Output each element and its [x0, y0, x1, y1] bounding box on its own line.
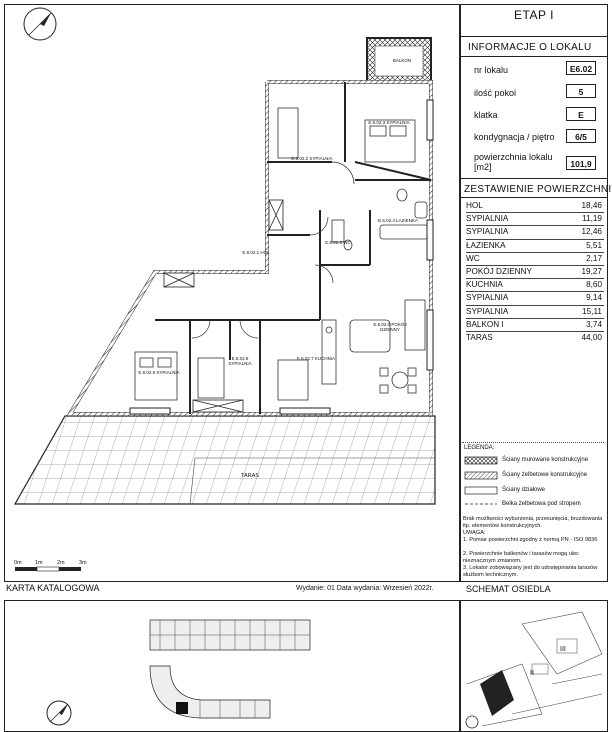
note-text: 3. Lokator zobowiązany jest do udostępniania tarasów służbom technicznym. — [463, 565, 598, 578]
summary-row — [466, 279, 604, 292]
room-name: POKÓJ DZIENNY — [466, 267, 532, 276]
info-label: kondygnacja / piętro — [474, 132, 555, 142]
scale-bar — [14, 566, 104, 574]
scale-label: 3m — [79, 560, 87, 566]
site-scheme-title: SCHEMAT OSIEDLA — [466, 584, 551, 594]
room-label: E.6.02.2 SYPIALNIA — [291, 156, 333, 161]
room-label: E.6.02.5 WC — [325, 240, 351, 245]
legend-swatches — [464, 455, 500, 515]
room-name: SYPIALNIA — [466, 293, 509, 303]
info-value: E6.02 — [566, 61, 596, 75]
room-name: KUCHNIA — [466, 280, 503, 290]
scale-label: 0m — [14, 560, 22, 566]
info-label: nr lokalu — [474, 65, 509, 75]
summary-row — [466, 213, 604, 226]
issue-info: Wydanie: 01 Data wydania: Wrzesień 2022r. — [296, 585, 434, 592]
room-name: BALKON I — [466, 319, 504, 329]
summary-row — [466, 240, 604, 253]
summary-row — [466, 253, 604, 266]
legend-item: Belka żelbetowa pod stropem — [502, 501, 581, 507]
summary-row — [466, 332, 604, 345]
room-label: E.6.02.4 ŁAZIENKA — [378, 218, 418, 223]
balcony-label: BALKON — [392, 58, 412, 63]
room-name: SYPIALNIA — [466, 306, 509, 316]
room-area: 9,14 — [586, 293, 602, 303]
room-name: SYPIALNIA — [466, 227, 509, 237]
north-arrow-icon — [44, 698, 74, 728]
info-value: 101,9 — [566, 156, 596, 170]
floor-plan — [10, 30, 450, 520]
room-area: 5,51 — [586, 240, 602, 250]
room-label: E.6.02.8 SYPIALNIA — [228, 356, 252, 366]
info-label: klatka — [474, 110, 498, 120]
note-text: UWAGA: — [463, 530, 486, 536]
catalog-title: KARTA KATALOGOWA — [6, 583, 100, 593]
note-text: 2. Powierzchnie balkonów i tarasów mogą ulec nieznacznym zmianom. — [463, 551, 579, 564]
legend-item: Ściany murowane konstrukcyjne — [502, 457, 589, 463]
legend-item: Ściany działowe — [502, 487, 546, 493]
taras-label: TARAS — [241, 473, 259, 479]
room-label: E.6.02.1 HOL — [242, 250, 270, 255]
info-value: E — [566, 107, 596, 121]
summary-row — [466, 319, 604, 332]
room-name: WC — [466, 253, 480, 263]
room-label: E.6.02.6 POKÓJ DZIENNY — [373, 322, 407, 332]
room-area: 44,00 — [581, 333, 602, 342]
info-title-line — [460, 36, 608, 37]
room-name: TARAS — [466, 333, 493, 342]
site-label: II — [530, 670, 534, 677]
summary-row — [466, 200, 604, 213]
room-area: 19,27 — [581, 267, 602, 276]
info-value: 5 — [566, 84, 596, 98]
note-text: Brak możliwości wyburzenia, przesunięcia, bruzdowania itp. elementów konstrukcyjnych. — [463, 516, 603, 529]
room-area: 11,19 — [582, 214, 602, 224]
room-area: 18,46 — [581, 201, 602, 210]
room-area: 3,74 — [586, 319, 602, 329]
summary-row — [466, 266, 604, 279]
legend-title: LEGENDA: — [464, 445, 495, 451]
summary-title: ZESTAWIENIE POWIERZCHNI — [464, 184, 612, 195]
site-label: III — [560, 646, 566, 653]
summary-row — [466, 292, 604, 305]
room-name: HOL — [466, 201, 483, 210]
room-area: 2,17 — [586, 253, 602, 263]
room-area: 8,60 — [586, 280, 602, 290]
site-scheme — [462, 604, 606, 730]
info-title: INFORMACJE O LOKALU — [468, 42, 592, 53]
key-plan — [140, 616, 320, 726]
info-label: ilość pokoi — [474, 88, 517, 98]
summary-row — [466, 306, 604, 319]
room-label: E.6.02.9 SYPIALNIA — [138, 370, 180, 375]
scale-label: 2m — [57, 560, 65, 566]
scale-label: 1m — [35, 560, 43, 566]
room-name: SYPIALNIA — [466, 214, 509, 224]
room-area: 15,11 — [582, 306, 602, 316]
summary-row — [466, 226, 604, 239]
info-label: powierzchnia lokalu [m2] — [474, 152, 553, 172]
room-name: ŁAZIENKA — [466, 240, 506, 250]
room-area: 12,46 — [581, 227, 602, 237]
terrace-area — [15, 416, 435, 504]
etap-title: ETAP I — [514, 8, 554, 22]
info-value: 6/5 — [566, 129, 596, 143]
note-text: 1. Pomiar powierzchni zgodny z normą PN - ISO 9836 — [463, 537, 598, 543]
legend-item: Ściany żelbetowe konstrukcyjne — [502, 472, 588, 478]
room-label: E.6.02.7 KUCHNIA — [296, 356, 336, 361]
room-label: E.6.02.3 SYPIALNIA — [368, 120, 410, 125]
